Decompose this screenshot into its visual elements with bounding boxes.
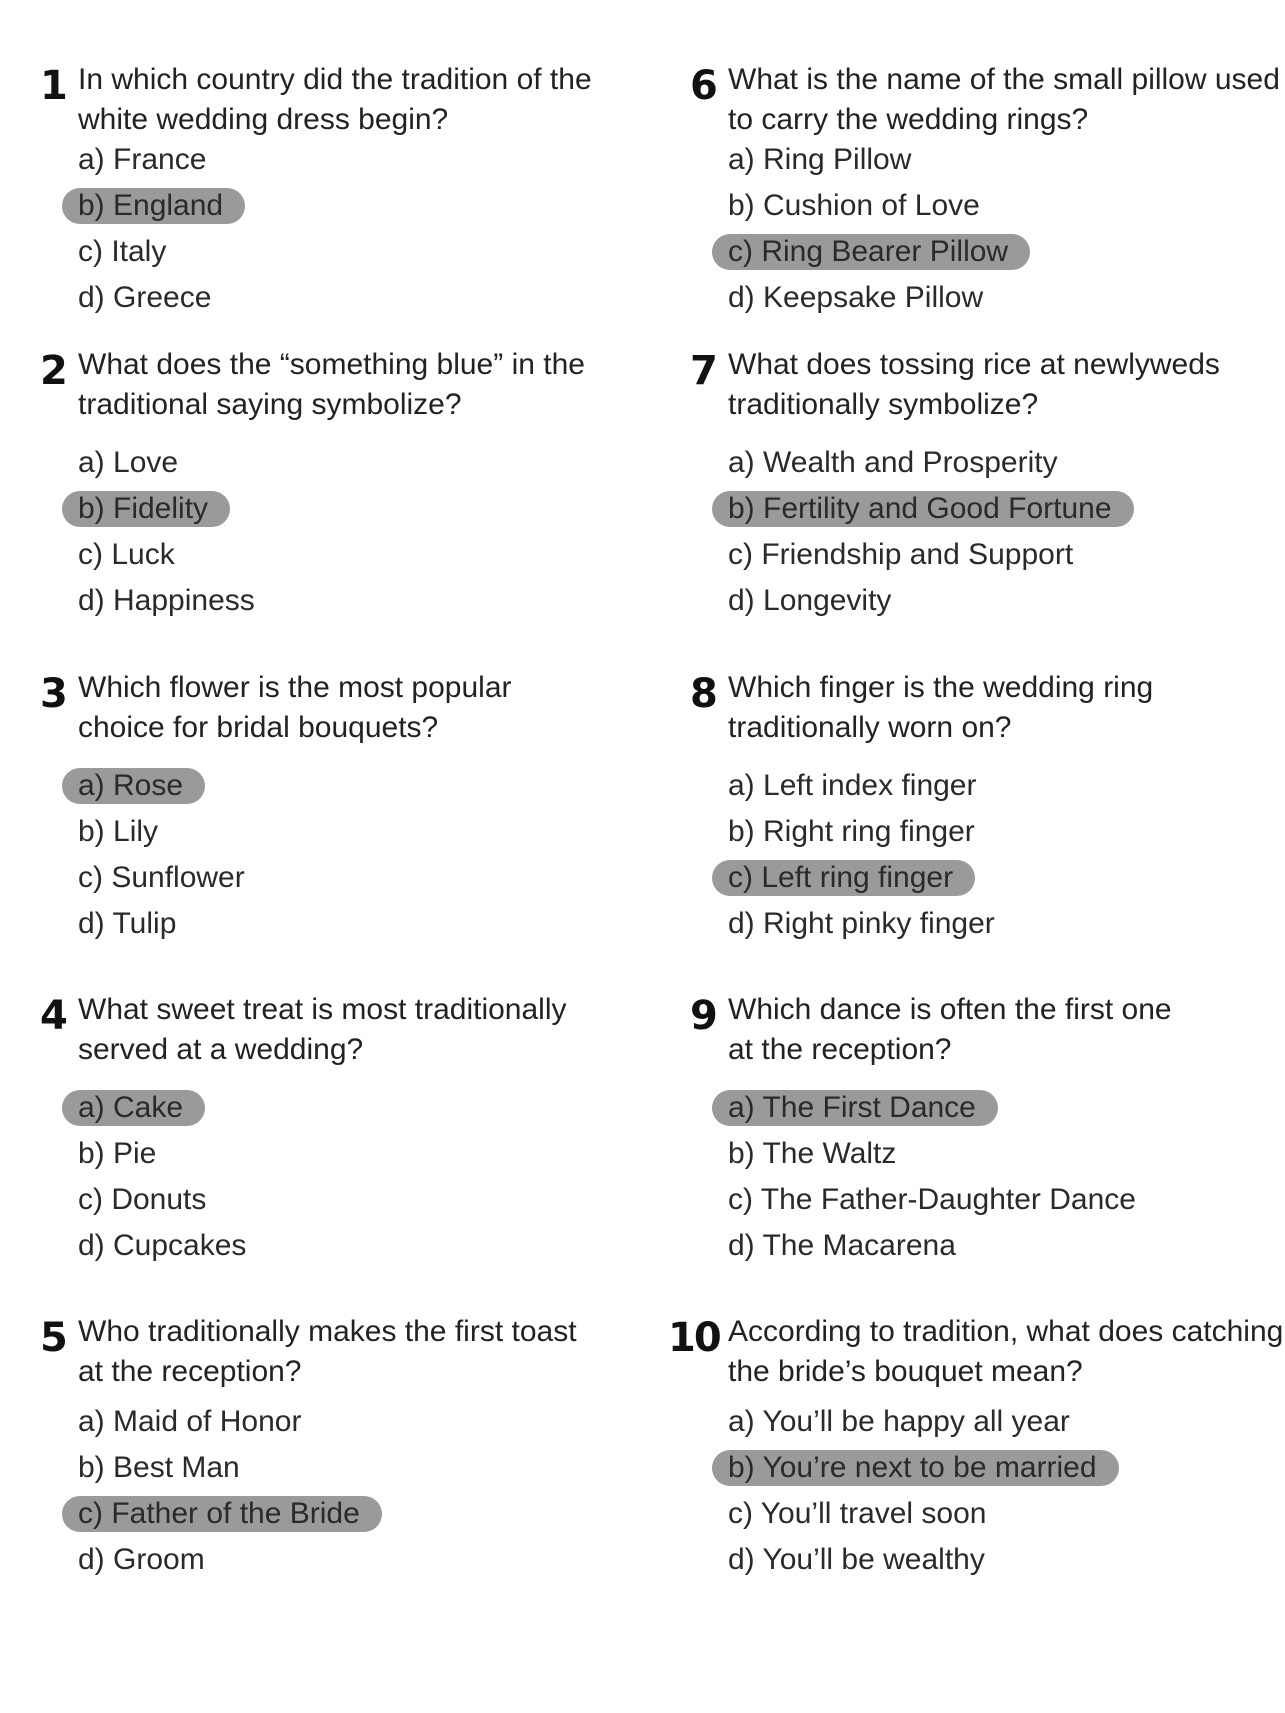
answer-option: d) You’ll be wealthy xyxy=(728,1543,985,1576)
answer-options xyxy=(62,768,640,942)
question-number: 4 xyxy=(40,993,66,1039)
answer-options xyxy=(62,142,640,316)
answer-option: b) Pie xyxy=(78,1137,157,1170)
answer-options xyxy=(712,768,1285,942)
answer-option: b) Best Man xyxy=(78,1451,240,1484)
answer-option-highlighted: b) You’re next to be married xyxy=(712,1450,1119,1486)
answer-option-highlighted: b) England xyxy=(62,188,245,224)
question-1 xyxy=(40,60,640,326)
question-6 xyxy=(690,60,1285,326)
question-2 xyxy=(40,345,640,629)
answer-option: c) Italy xyxy=(78,235,167,268)
question-text: What does tossing rice at newlyweds traditionally symbolize? xyxy=(728,348,1220,421)
question-4 xyxy=(40,990,640,1274)
answer-options xyxy=(712,445,1285,619)
answer-option: c) Friendship and Support xyxy=(728,538,1074,571)
answer-option: a) Left index finger xyxy=(728,769,977,802)
question-7 xyxy=(690,345,1285,629)
answer-option: c) Sunflower xyxy=(78,861,245,894)
answer-options xyxy=(62,1090,640,1264)
answer-option-highlighted: b) Fidelity xyxy=(62,491,230,527)
answer-option: a) You’ll be happy all year xyxy=(728,1405,1070,1438)
answer-options xyxy=(62,445,640,619)
answer-option: b) Lily xyxy=(78,815,159,848)
answer-option: b) The Waltz xyxy=(728,1137,897,1170)
answer-option: c) Luck xyxy=(78,538,175,571)
question-text: What sweet treat is most traditionally served at a wedding? xyxy=(78,993,567,1066)
answer-option: d) Tulip xyxy=(78,907,177,940)
question-10 xyxy=(668,1312,1284,1588)
question-text: Which flower is the most popular choice for bridal bouquets? xyxy=(78,671,512,744)
question-number: 8 xyxy=(690,671,716,717)
answer-option: a) Love xyxy=(78,446,179,479)
question-number: 10 xyxy=(668,1315,720,1361)
answer-option-highlighted: a) Rose xyxy=(62,768,205,804)
question-text: In which country did the tradition of the white wedding dress begin? xyxy=(78,63,592,136)
answer-option: b) Cushion of Love xyxy=(728,189,980,222)
question-number: 9 xyxy=(690,993,716,1039)
answer-option: d) Groom xyxy=(78,1543,205,1576)
question-text: Who traditionally makes the first toast at the reception? xyxy=(78,1315,577,1388)
answer-option: d) Greece xyxy=(78,281,212,314)
answer-option-highlighted: a) Cake xyxy=(62,1090,205,1126)
answer-option: a) France xyxy=(78,143,207,176)
answer-option: c) The Father-Daughter Dance xyxy=(728,1183,1136,1216)
question-text: Which dance is often the first one at the reception? xyxy=(728,993,1172,1066)
answer-option-highlighted: a) The First Dance xyxy=(712,1090,998,1126)
question-number: 7 xyxy=(690,348,716,394)
question-3 xyxy=(40,668,640,952)
question-9 xyxy=(690,990,1285,1274)
answer-options xyxy=(712,142,1285,316)
question-number: 1 xyxy=(40,63,66,109)
answer-option: a) Maid of Honor xyxy=(78,1405,302,1438)
answer-option-highlighted: b) Fertility and Good Fortune xyxy=(712,491,1134,527)
answer-option: c) You’ll travel soon xyxy=(728,1497,987,1530)
answer-option-highlighted: c) Left ring finger xyxy=(712,860,975,896)
answer-option: d) Cupcakes xyxy=(78,1229,247,1262)
answer-option: c) Donuts xyxy=(78,1183,207,1216)
question-text: What does the “something blue” in the traditional saying symbolize? xyxy=(78,348,585,421)
answer-option: a) Wealth and Prosperity xyxy=(728,446,1058,479)
answer-option: b) Right ring finger xyxy=(728,815,975,848)
question-text: According to tradition, what does catching the bride’s bouquet mean? xyxy=(728,1315,1284,1388)
answer-option: a) Ring Pillow xyxy=(728,143,912,176)
answer-option-highlighted: c) Ring Bearer Pillow xyxy=(712,234,1030,270)
answer-option: d) Longevity xyxy=(728,584,892,617)
answer-option: d) Happiness xyxy=(78,584,255,617)
question-5 xyxy=(40,1312,640,1588)
answer-options xyxy=(712,1404,1268,1578)
answer-option: d) The Macarena xyxy=(728,1229,956,1262)
question-8 xyxy=(690,668,1285,952)
question-number: 3 xyxy=(40,671,66,717)
question-text: What is the name of the small pillow used to carry the wedding rings? xyxy=(728,63,1280,136)
answer-option: d) Keepsake Pillow xyxy=(728,281,984,314)
question-text: Which finger is the wedding ring traditionally worn on? xyxy=(728,671,1154,744)
answer-option-highlighted: c) Father of the Bride xyxy=(62,1496,382,1532)
answer-options xyxy=(712,1090,1285,1264)
question-number: 5 xyxy=(40,1315,66,1361)
question-number: 6 xyxy=(690,63,716,109)
answer-option: d) Right pinky finger xyxy=(728,907,995,940)
answer-options xyxy=(62,1404,640,1578)
question-number: 2 xyxy=(40,348,66,394)
